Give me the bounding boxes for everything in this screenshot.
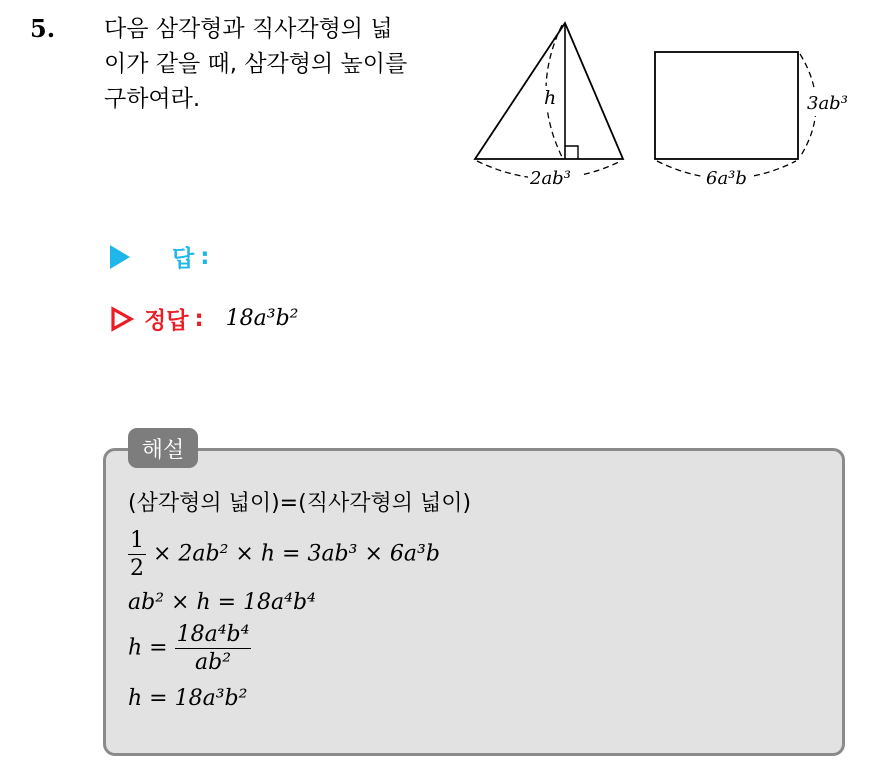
solution-step-1 bbox=[128, 528, 440, 581]
correct-answer-value: 18a³b² bbox=[225, 306, 299, 331]
fraction-half bbox=[128, 528, 146, 581]
solution-step-4 bbox=[128, 686, 247, 711]
solution-text: (삼각형의 넓이)=(직사각형의 넓이) bbox=[128, 491, 472, 516]
answer-colon: : bbox=[200, 243, 210, 270]
fraction-numerator: 1 bbox=[130, 528, 144, 553]
rectangle-shape bbox=[655, 52, 798, 159]
rect-height-label: 3ab³ bbox=[807, 93, 848, 114]
question-line: 구하여라. bbox=[104, 86, 201, 112]
question-line: 이가 같을 때, 삼각형의 높이를 bbox=[104, 51, 408, 77]
rect-width-label: 6a³b bbox=[706, 168, 747, 189]
height-label: h bbox=[544, 87, 557, 109]
step3-denominator: ab² bbox=[195, 650, 232, 675]
step2-expression: ab² × h = 18a⁴b⁴ bbox=[128, 590, 316, 615]
right-angle-mark bbox=[565, 146, 578, 159]
step1-expression: × 2ab² × h = 3ab³ × 6a³b bbox=[146, 541, 440, 567]
triangle-diagram bbox=[475, 23, 623, 189]
correct-answer-label: 정답 bbox=[144, 308, 189, 334]
step3-numerator: 18a⁴b⁴ bbox=[176, 622, 250, 647]
play-filled-icon bbox=[110, 245, 130, 269]
question-number: 5. bbox=[30, 14, 56, 43]
correct-answer-row bbox=[110, 302, 298, 335]
fraction-denominator: 2 bbox=[130, 556, 144, 581]
solution-step-2 bbox=[128, 590, 316, 615]
answer-label: 답 bbox=[172, 246, 195, 272]
rectangle-diagram bbox=[655, 52, 864, 189]
answer-blank-row bbox=[110, 240, 209, 273]
shapes-figure bbox=[470, 18, 870, 193]
question-line: 다음 삼각형과 직사각형의 넓 bbox=[104, 16, 393, 42]
step3-lhs: h = bbox=[128, 635, 175, 661]
correct-answer-colon: : bbox=[194, 305, 204, 332]
solution-step-3 bbox=[128, 622, 251, 675]
solution-tab: 해설 bbox=[128, 428, 198, 468]
play-outline-icon bbox=[110, 306, 134, 332]
step3-fraction bbox=[175, 622, 252, 675]
solution-line-1 bbox=[128, 486, 471, 517]
triangle-base-label: 2ab³ bbox=[530, 168, 571, 189]
question-text bbox=[104, 12, 444, 117]
step4-expression: h = 18a³b² bbox=[128, 686, 248, 711]
